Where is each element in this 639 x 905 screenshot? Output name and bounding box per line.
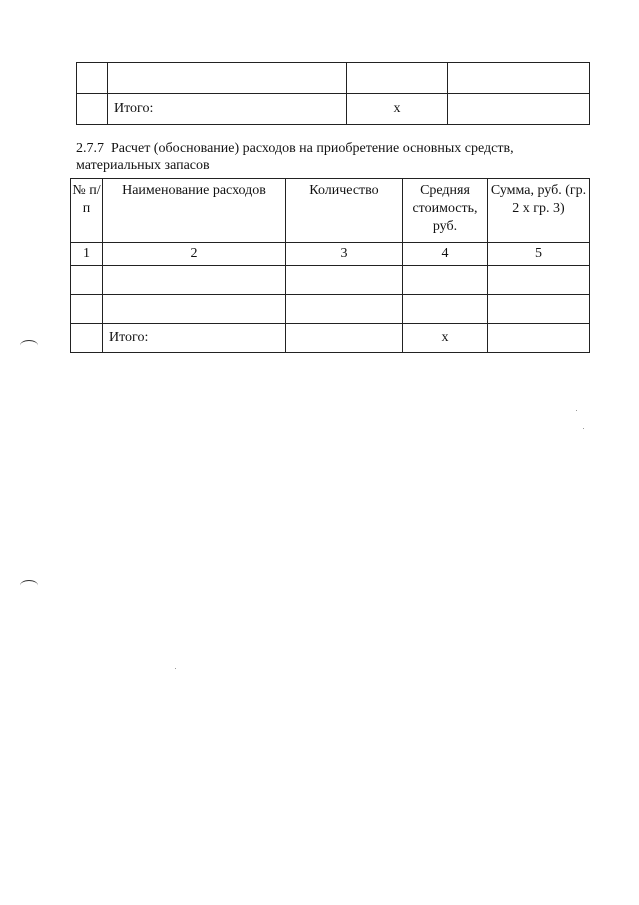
total-quantity-mark: х — [347, 94, 448, 125]
column-number: 3 — [286, 243, 403, 266]
scan-speck — [583, 428, 584, 429]
header-expense-name: Наименование расходов — [103, 179, 286, 243]
table-row — [71, 266, 590, 295]
header-quantity: Количество — [286, 179, 403, 243]
total-average-mark: х — [403, 324, 488, 353]
scan-speck — [175, 668, 176, 669]
column-number: 1 — [71, 243, 103, 266]
column-number-row — [71, 243, 590, 266]
total-label: Итого: — [103, 324, 286, 353]
scan-mark — [20, 580, 38, 591]
total-row — [77, 94, 590, 125]
section-heading — [76, 140, 596, 174]
header-average-cost: Средняя стоимость, руб. — [403, 179, 488, 243]
total-label: Итого: — [108, 94, 347, 125]
section-number: 2.7.7 — [76, 141, 104, 156]
column-number: 2 — [103, 243, 286, 266]
column-number: 5 — [488, 243, 590, 266]
table-row — [77, 63, 590, 94]
section-title-line1: Расчет (обоснование) расходов на приобретение основных средств, — [111, 141, 514, 156]
table-row — [71, 295, 590, 324]
expense-table — [70, 178, 590, 353]
section-title-line2: материальных запасов — [76, 158, 210, 173]
table-header-row — [71, 179, 590, 243]
previous-table — [76, 62, 590, 125]
header-sum: Сумма, руб. (гр. 2 х гр. 3) — [488, 179, 590, 243]
column-number: 4 — [403, 243, 488, 266]
scan-mark — [20, 340, 38, 351]
total-row — [71, 324, 590, 353]
scan-speck — [576, 410, 577, 411]
header-number: № п/п — [71, 179, 103, 243]
